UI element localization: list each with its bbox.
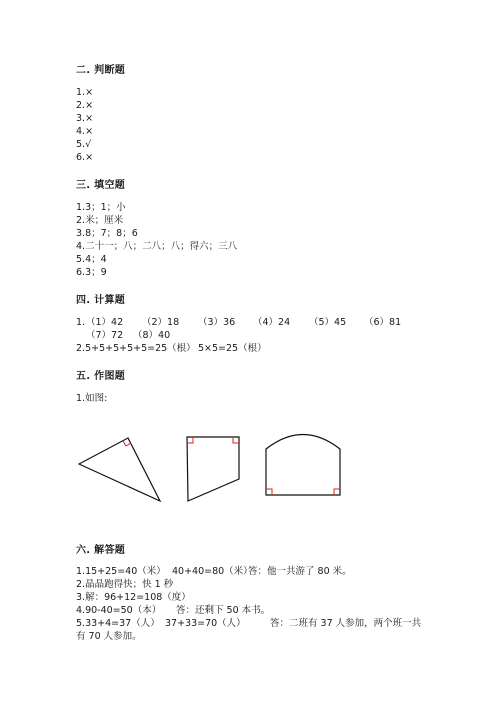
answer-line: 有 70 人参加。 [76,631,142,642]
calc-answer: （2）18 [142,317,180,328]
answer-line: 2.晶晶跑得快；快 1 秒 [76,579,174,590]
list-item: 3.8；7；8；6 [76,228,138,239]
answer-line: 答：他一共游了 80 米。 [248,566,352,577]
list-item: 1.3；1；小 [76,202,126,213]
trapezoid-figure [187,437,239,501]
section-title-judgement: 二. 判断题 [76,65,126,76]
question-number: 1. [76,317,86,328]
calc-answer: （3）36 [198,317,236,328]
section-title-calculation: 四. 计算题 [76,295,126,306]
list-item: 5.√ [76,139,92,150]
list-item: 5.4；4 [76,254,107,265]
list-item: 4.二十一；八；二八；八；得六；三八 [76,241,238,252]
calc-answer: （6）81 [364,317,402,328]
right-angle-mark [266,489,272,495]
calc-answer: （1）42 [86,317,124,328]
answer-line: 5.33+4=37（人） [76,618,160,629]
arched-rectangle-figure [266,435,340,496]
list-item: 2.× [76,100,94,111]
list-item: 4.× [76,126,94,137]
calc-answer: （4）24 [253,317,291,328]
answer-line: 4.90-40=50（本） [76,605,162,616]
answer-line: 答：还剩下 50 本书。 [176,605,271,616]
list-item: 6.3；9 [76,267,107,278]
list-item: 1.如图: [76,393,108,404]
answer-line: 答：二班有 37 人参加，两个班一共 [270,618,422,629]
section-title-drawing: 五. 作图题 [76,371,126,382]
calc-answer: （5）45 [309,317,347,328]
geometry-figures [70,428,360,518]
answer-line: 3.解：96+12=108（度） [76,592,191,603]
right-angle-mark [334,489,340,495]
list-item: 2.米；厘米 [76,215,124,226]
list-item: 6.× [76,152,94,163]
calc-answer: （8）40 [133,330,171,341]
answer-line: 1.15+25=40（米） [76,566,166,577]
right-angle-mark [233,437,239,443]
calc-answer: 5×5=25（根） [198,343,267,354]
right-angle-mark [187,437,193,443]
section-title-fill-blank: 三. 填空题 [76,180,126,191]
list-item: 1.× [76,87,94,98]
list-item: 3.× [76,113,94,124]
answer-line: 37+33=70（人） [165,618,246,629]
section-title-word-problems: 六. 解答题 [76,545,126,556]
triangle-figure [79,438,160,501]
calc-answer: （7）72 [86,330,124,341]
answer-line: 40+40=80（米） [172,566,253,577]
calc-answer: 2.5+5+5+5+5=25（根） [76,343,196,354]
